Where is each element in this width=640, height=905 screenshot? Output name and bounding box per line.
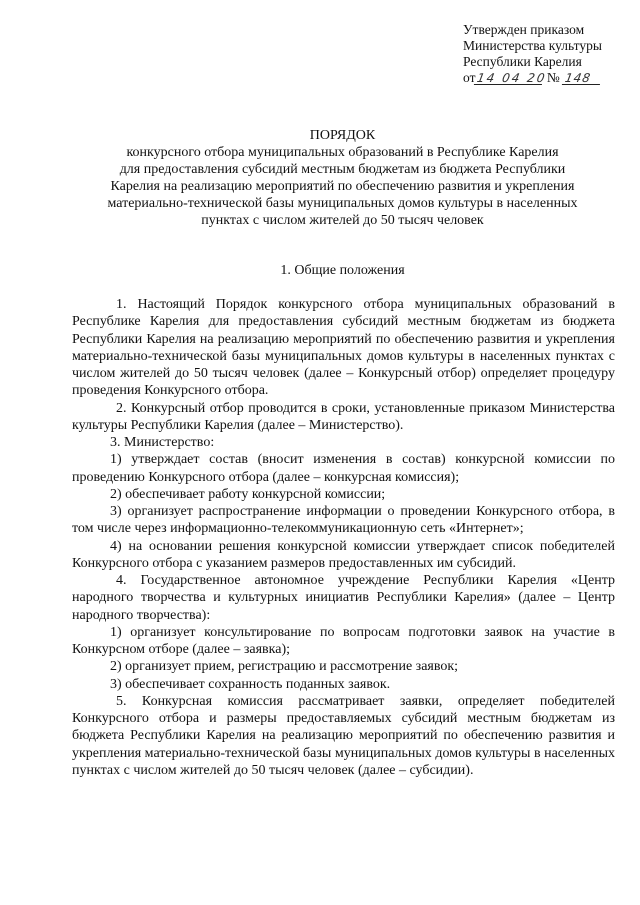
title-line: Карелия на реализацию мероприятий по обеспечению развития и укрепления (110, 179, 575, 194)
list-item: 1) организует консультирование по вопросам подготовки заявок на участие в Конкурсном отборе (далее – заявка); (72, 624, 615, 657)
title-line: конкурсного отбора муниципальных образований в Республике Карелия (126, 145, 559, 160)
title-line: пунктах с числом жителей до 50 тысяч человек (201, 213, 484, 228)
document-body (72, 296, 615, 779)
handwritten-number: 148 (562, 72, 602, 85)
list-item: 4) на основании решения конкурсной комиссии утверждает список победителей Конкурсного отбора с указанием размеров предоставленных им субсидий. (72, 538, 615, 571)
title-line: материально-технической базы муниципальных домов культуры в населенных (107, 196, 578, 211)
list-item: 2) обеспечивает работу конкурсной комиссии; (110, 486, 386, 502)
list-item: 3) обеспечивает сохранность поданных заявок. (110, 676, 391, 692)
handwritten-date: 14 04 20 (476, 71, 549, 85)
paragraph: 1. Настоящий Порядок конкурсного отбора муниципальных образований в Республике Карелия для предоставления субсидий местным бюджетам из бюджета Республики Карелия на реализацию мероприятий по обеспечению развития и укрепления материально-технической базы муниципальных домов культуры в населенных пунктах с числом жителей до 50 тысяч человек (далее – Конкурсный отбор) определяет процедуру проведения Конкурсного отбора. (72, 297, 615, 399)
section-heading: 1. Общие положения (280, 263, 405, 278)
approval-from-prefix: от (463, 70, 476, 85)
paragraph: 2. Конкурсный отбор проводится в сроки, установленные приказом Министерства культуры Республики Карелия (далее – Министерство). (72, 400, 615, 433)
paragraph: 3. Министерство: (110, 435, 215, 450)
approval-line-2: Министерства культуры (463, 38, 602, 53)
number-sign: № (546, 70, 560, 85)
approval-line-3: Республики Карелия (463, 54, 582, 69)
paragraph: 5. Конкурсная комиссия рассматривает заявки, определяет победителей Конкурсного отбора и размеры предоставляемых субсидий местным бюджетам из бюджета Республики Карелия на реализацию мероприятий по обеспечению развития и укрепления материально-технической базы муниципальных домов культуры в населенных пунктах с числом жителей до 50 тысяч человек (далее – субсидии). (72, 693, 615, 778)
approval-date-line (463, 70, 633, 86)
document-title (70, 127, 615, 229)
approval-line-1: Утвержден приказом (463, 22, 585, 37)
list-item: 1) утверждает состав (вносит изменения в состав) конкурсной комиссии по проведению Конкурсного отбора (далее – конкурсная комиссия); (72, 452, 615, 485)
list-item: 3) организует распространение информации о проведении Конкурсного отбора, в том числе через информационно-телекоммуникационную сеть «Интернет»; (72, 504, 615, 537)
list-item: 2) организует прием, регистрацию и рассмотрение заявок; (110, 659, 459, 675)
paragraph: 4. Государственное автономное учреждение Республики Карелия «Центр народного творчества и культурных инициатив Республики Карелия» (далее – Центр народного творчества): (72, 573, 615, 623)
title-heading: ПОРЯДОК (309, 128, 376, 143)
title-line: для предоставления субсидий местным бюджетам из бюджета Республики (119, 162, 566, 177)
approval-stamp-block (463, 22, 633, 86)
